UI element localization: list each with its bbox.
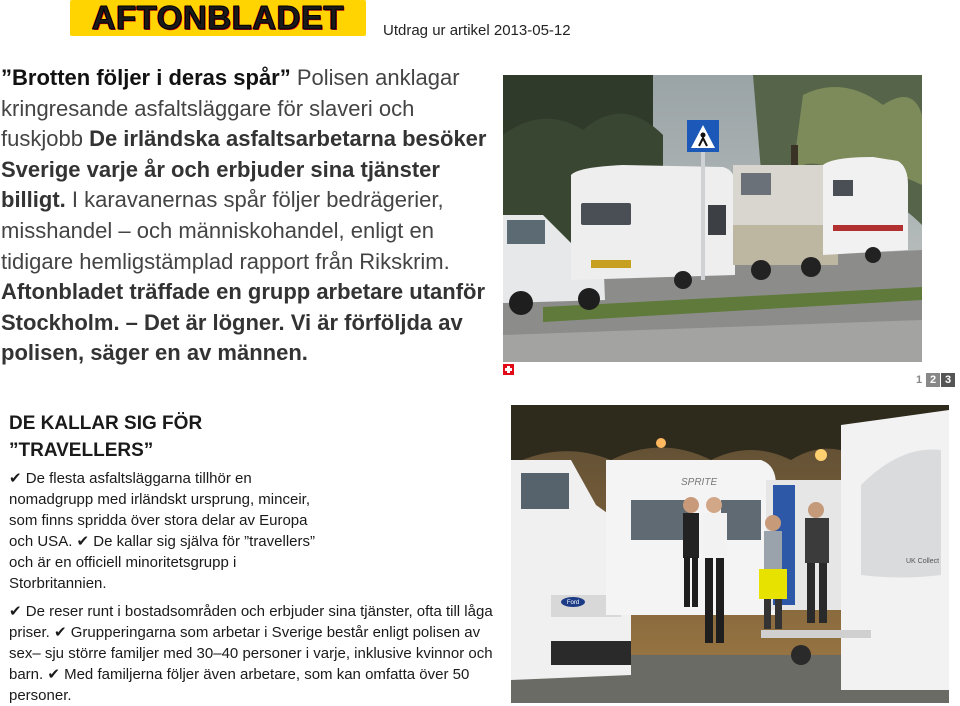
gallery-page-2[interactable]: 2	[926, 373, 940, 387]
swiss-flag-icon	[503, 364, 514, 375]
lead-body: I karavanernas spår följer bedrägerier, misshandel – och människohandel, enligt en tidigare hemligstämplad rapport från Rikskrim.	[1, 187, 450, 274]
article-dateline: Utdrag ur artikel 2013-05-12	[383, 22, 571, 39]
photo-caravans-road-illustration	[503, 75, 922, 362]
lead-intro: Polisen anklagar kringresande asfaltsläggare för slaveri och fuskjobb	[1, 65, 460, 152]
gallery-page-3[interactable]: 3	[941, 373, 955, 387]
aftonbladet-logo[interactable]	[70, 0, 366, 36]
gallery-photo-caravans-road[interactable]	[503, 75, 922, 362]
caravan-side-text: UK Collect	[906, 558, 940, 565]
gallery-page-1[interactable]: 1	[913, 373, 925, 387]
factbox-column-text: ✔ De flesta asfaltsläggarna tillhör en nomadgrupp med irländskt ursprung, minceir, som finns spridda över stora delar av Europa och USA. ✔ De kallar sig själva för ”travellers” och är en officiell minoritetsgrupp i Storbritannien.	[9, 470, 315, 592]
article-lead	[1, 63, 493, 369]
lead-quote: Aftonbladet träffade en grupp arbetare utanför Stockholm. – Det är lögner. Vi är förföljda av polisen, säger en av männen.	[1, 279, 486, 366]
photo-workers-caravans-illustration	[511, 405, 949, 703]
lead-subhead: De irländska asfaltsarbetarna besöker Sverige varje år och erbjuder sina tjänster billigt.	[1, 126, 487, 213]
gallery-photo-workers-caravans[interactable]	[511, 405, 949, 703]
caravan-brand-text: SPRITE	[681, 477, 718, 488]
gallery-pager	[913, 373, 955, 387]
logo-text: AFTONBLADET	[91, 0, 345, 36]
factbox-wide-text: ✔ De reser runt i bostadsområden och erbjuder sina tjänster, ofta till låga priser. ✔ Grupperingarna som arbetar i Sverige består enligt polisen av sex– sju större familjer med 30–40 personer i varje, inklusive kvinnor och barn. ✔ Med familjerna följer även arbetare, som kan omfatta över 50 personer.	[9, 603, 493, 704]
factbox-title: DE KALLAR SIG FÖR ”TRAVELLERS”	[9, 413, 203, 461]
ford-badge-text: Ford	[566, 600, 580, 606]
article-headline: ”Brotten följer i deras spår”	[1, 65, 291, 90]
